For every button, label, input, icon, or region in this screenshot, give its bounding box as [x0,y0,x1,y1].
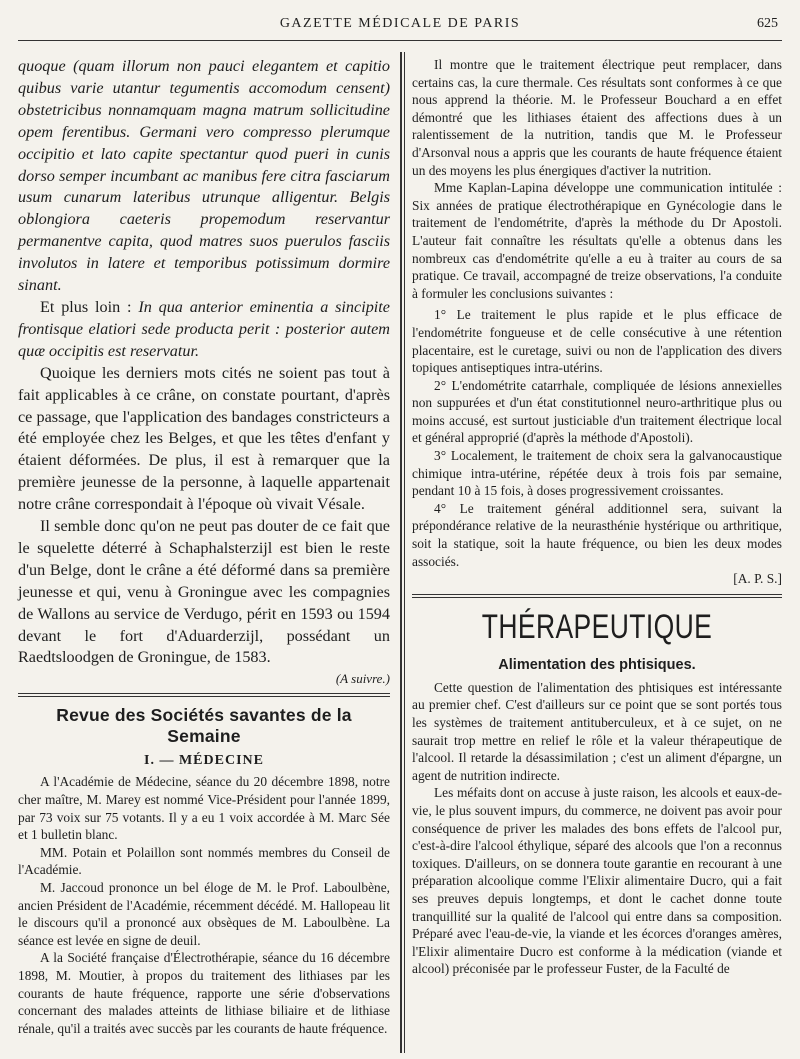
quotation-continued [18,297,390,363]
report-paragraph: A la Société française d'Électrothérapie, séance du 16 décembre 1898, M. Moutier, à propos du traitement des lithiases par les courants de haute fréquence, rapporte une série d'observations concernant des malades atteints de lithiase biliaire et de lithiase rénale, qu'il a traités avec succès par les courants de haute fréquence. [18,950,390,1036]
conclusion-item: 4° Le traitement général additionnel sera, suivant la prépondérance relative de la neurasthénie hystérique ou arthritique, soit la statique, soit la haute fréquence, ou bien les deux modes associés. [412,500,782,569]
journal-title: GAZETTE MÉDICALE DE PARIS [279,16,521,31]
subsection-heading: I. — MÉDECINE [144,753,264,769]
conclusion-item: 3° Localement, le traitement de choix sera la galvanocaustique chimique intra-utérine, répétée deux à trois fois par semaine, pendant 10 à 15 fois, à doses progressivement croissantes. [412,448,782,499]
right-column [412,56,782,978]
section-divider-thin [412,597,782,598]
to-be-continued: (A suivre.) [335,671,390,687]
report-paragraph: M. Jaccoud prononce un bel éloge de M. le Prof. Laboulbène, ancien Président de l'Académie, récemment décédé. M. Hallopeau lit le discours qu'il a prononcé aux obsèques de M. Laboulbène. La séance est levée en signe de deuil. [18,879,390,948]
section-divider-thin [18,696,390,697]
article-title: Alimentation des phtisiques. [498,656,696,673]
page-number: 625 [757,16,778,31]
article-paragraph: Il semble donc qu'on ne peut pas douter de ce fait que le squelette déterré à Schaphalsterzijl est bien le reste d'un Belge, dont le crâne a été déformé dans sa première jeunesse et qui, venu à Groningue avec les compagnies de Wallons au service de Verdugo, périt en 1593 ou 1594 devant le fort d'Aduarderzijl, possédant un Raedtsloodgen de Groningue, de 1583. [18,517,390,667]
page-header [18,12,782,41]
latin-quotation-2: In qua anterior eminentia a sincipite frontisque elatiori sede producta perit : posterior autem quæ occipitis est reservatur. [18,297,390,360]
article-paragraph: Les méfaits dont on accuse à juste raison, les alcools et eaux-de-vie, le plus souvent impurs, du commerce, ne doivent pas avoir pour conséquence de priver les malades des bons effets de l'alcool pur, c'est-à-dire l'alcool éthylique, séparé des alcools que l'on a reconnus toxiques. D'ailleurs, on se donnera toute garantie en recourant à une préparation alcoolique comme l'Elixir alimentaire Ducro, qui a fait ses preuves depuis longtemps, et dont le cachet donne toute tranquillité sur la qualité de l'alcool qui entre dans sa composition. Préparé avec l'eau-de-vie, la viande et les écorces d'oranges amères, l'Elixir alimentaire Ducro est conforme à la médication (viande et alcool) préconisée par le professeur Fuster, de la Faculté de [412,785,782,977]
report-paragraph: Mme Kaplan-Lapina développe une communication intitulée : Six années de pratique électrothérapique en Gynécologie dans le traitement de l'endométrite, d'après la méthode du Dr Apostoli. L'auteur fait connaître les résultats qu'elle a obtenus dans les nombreux cas d'endométrite qu'elle a eu à traiter au cours de sa pratique. Ce travail, accompagné de treize observations, l'a conduite à formuler les conclusions suivantes : [412,180,782,301]
section-heading: Revue des Sociétés savantes de la Semaine [56,705,352,747]
section-divider [412,594,782,595]
conclusion-item: 2° L'endométrite catarrhale, compliquée de lésions annexielles non suppurées et d'un état constitutionnel neuro-arthritique plus ou moins accusé, est surtout justiciable d'un traitement électrique local et général approprié (d'après la méthode d'Apostoli). [412,377,782,446]
column-rule-thin [404,52,405,1053]
latin-quotation: quoque (quam illorum non pauci elegantem et capitio quibus varie utantur tegumentis accomodum censent) obstetricibus nonnamquam magna matrum sollicitudine opem ferentibus. Germani vero compresso plerumque occipitio et lato capite spectantur quod pueri in cunis dorso semper incumbant ac manibus fere citra fasciarum usum cunarum lateribus utrunque alligentur. Belgis oblongiora caeteris propemodum reservantur permanentve capita, quod matres suos puerulos fasciis involutos in latere et temporibus potissimum dormire sinant. [18,57,390,295]
author-signature: [A. P. S.] [733,571,782,587]
intro-text: Et plus loin : [40,297,139,316]
report-paragraph: A l'Académie de Médecine, séance du 20 décembre 1898, notre cher maître, M. Marey est nommé Vice-Président pour l'année 1899, par 73 voix sur 75 votants. Il y a eu 1 voix accordée à M. Marc Sée et 1 bulletin blanc. [18,774,390,843]
article-paragraph: Cette question de l'alimentation des phtisiques est intéressante au premier chef. C'est d'ailleurs sur ce point que se sont portés tous les systèmes de traitement antituberculeux, et à ce sujet, on ne saurait trop mettre en relief le rôle et la valeur thérapeutique de l'alcool. Il retarde la désassimilation ; c'est un aliment d'épargne, un agent de nutrition indirecte. [412,679,782,783]
left-column [18,56,390,1037]
section-heading: THÉRAPEUTIQUE [481,607,713,646]
article-paragraph: Quoique les derniers mots cités ne soient pas tout à fait applicables à ce crâne, on constate pourtant, d'après ce passage, que l'application des bandages constricteurs a été employée chez les Belges, et que les têtes d'enfant y étaient déformées. De plus, il est à remarquer que la première jeunesse de la personne, à laquelle appartenait notre crâne correspondait à l'époque où vivait Vésale. [18,363,390,514]
conclusion-item: 1° Le traitement le plus rapide et le plus efficace de l'endométrite fongueuse et de celle consécutive à une rétention placentaire, est le curetage, suivi ou non de l'application des divers topiques antiseptiques intra-utérins. [412,307,782,376]
section-divider [18,693,390,694]
report-paragraph: MM. Potain et Polaillon sont nommés membres du Conseil de l'Académie. [18,844,390,878]
column-rule [400,52,402,1053]
report-paragraph: Il montre que le traitement électrique peut remplacer, dans certains cas, la cure thermale. Ces résultats sont conformes à ce que nous apprend la théorie. M. le Professeur Bouchard a en effet démontré que les lithiases étaient des affections dues à un ralentissement de la nutrition, tandis que M. le Professeur d'Arsonval nous a appris que les courants de haute fréquence étaient un des moyens les plus énergiques d'activer la nutrition. [412,57,782,178]
